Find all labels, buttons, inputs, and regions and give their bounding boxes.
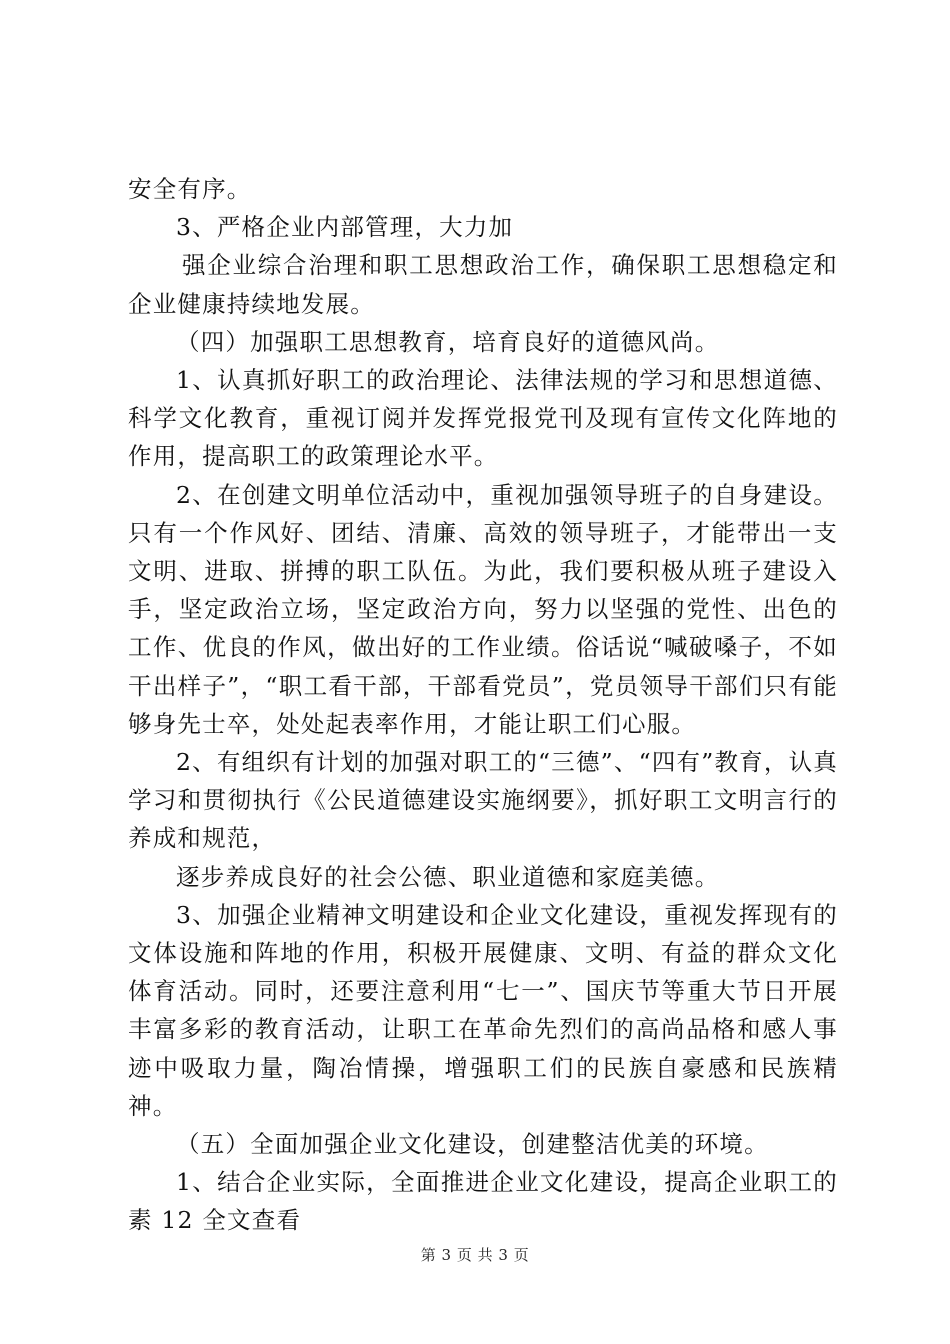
paragraph-7: 2、有组织有计划的加强对职工的“三德”、“四有”教育，认真学习和贯彻执行《公民道德建设实施纲要》，抓好职工文明言行的养成和规范， [128,748,838,853]
paragraph-5: 1、认真抓好职工的政治理论、法律法规的学习和思想道德、科学文化教育，重视订阅并发挥党报党刊及现有宣传文化阵地的作用，提高职工的政策理论水平。 [128,366,838,471]
paragraph-8: 逐步养成良好的社会公德、职业道德和家庭美德。 [176,862,720,891]
paragraph-3: 强企业综合治理和职工思想政治工作，确保职工思想稳定和企业健康持续地发展。 [128,251,838,318]
paragraph-9: 3、加强企业精神文明建设和企业文化建设，重视发挥现有的文体设施和阵地的作用，积极开展健康、文明、有益的群众文化体育活动。同时，还要注意利用“七一”、国庆节等重大节日开展丰富多彩的教育活动，让职工在革命先烈们的高尚品格和感人事迹中吸取力量，陶冶情操，增强职工们的民族自豪感和民族精神。 [128,900,838,1120]
paragraph-11: 1、结合企业实际，全面推进企业文化建设，提高企业职工的素 12 全文查看 [128,1168,838,1235]
section-heading-5: （五）全面加强企业文化建设，创建整洁优美的环境。 [176,1130,769,1159]
page-footer: 第 3 页 共 3 页 [420,1246,530,1264]
document-body [128,170,838,1240]
paragraph-2: 3、严格企业内部管理，大力加 [176,213,514,242]
section-heading-4: （四）加强职工思想教育，培育良好的道德风尚。 [176,327,720,356]
paragraph-6: 2、在创建文明单位活动中，重视加强领导班子的自身建设。只有一个作风好、团结、清廉、高效的领导班子，才能带出一支文明、进取、拼搏的职工队伍。为此，我们要积极从班子建设入手，坚定政治立场，坚定政治方向，努力以坚强的党性、出色的工作、优良的作风，做出好的工作业绩。俗话说“喊破嗓子，不如干出样子”，“职工看干部，干部看党员”，党员领导干部们只有能够身先士卒，处处起表率作用，才能让职工们心服。 [128,480,838,738]
paragraph-1: 安全有序。 [128,175,252,203]
